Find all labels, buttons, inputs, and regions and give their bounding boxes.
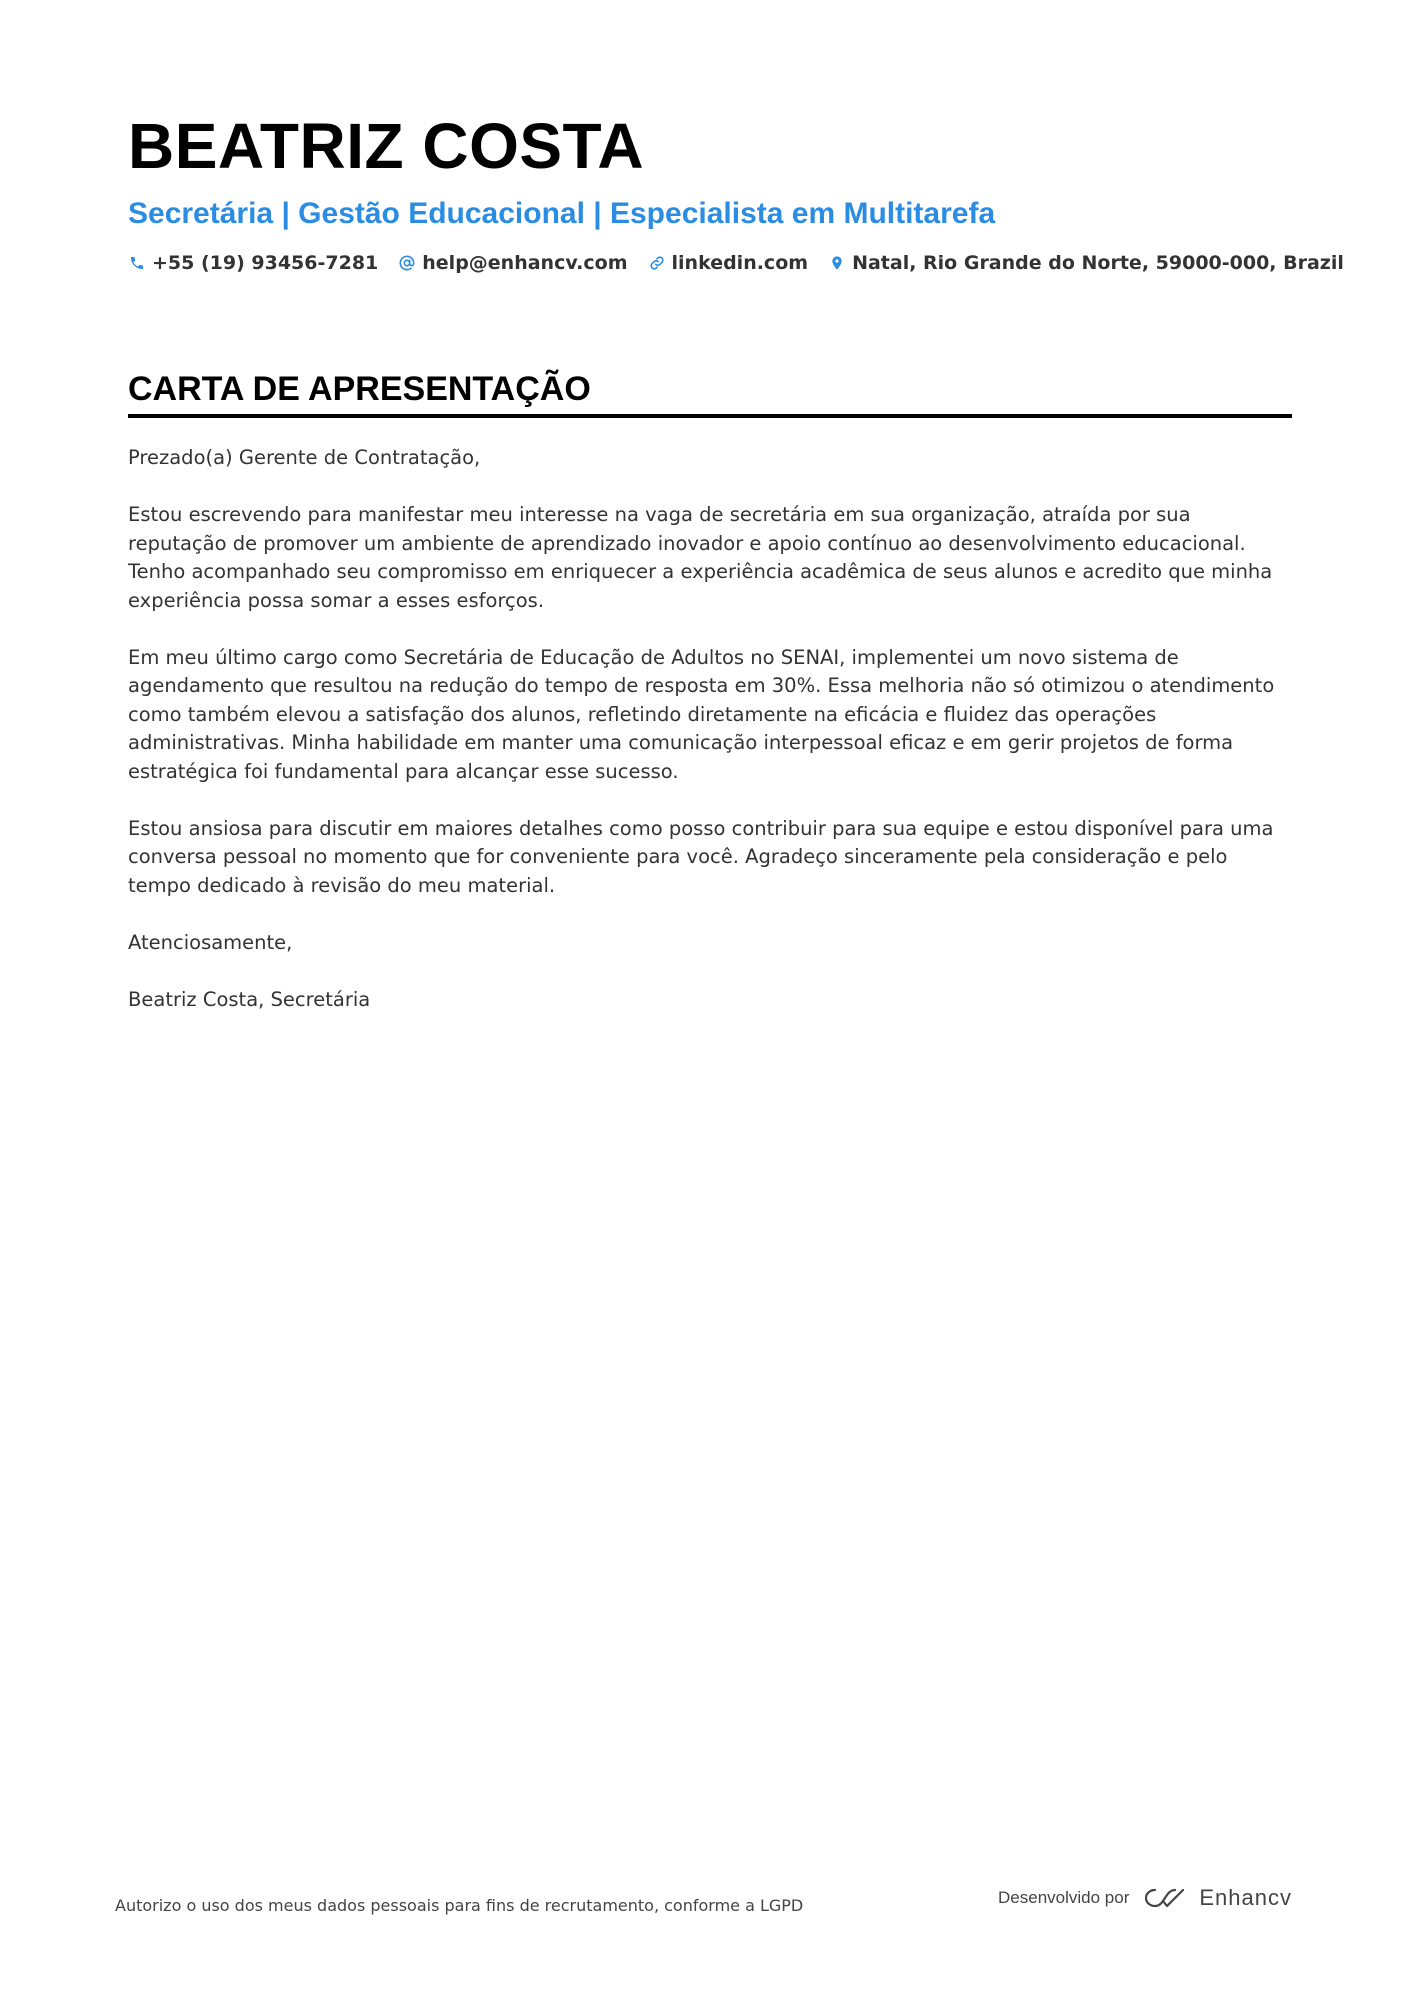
section-divider bbox=[128, 414, 1292, 418]
location-text: Natal, Rio Grande do Norte, 59000-000, Brazil bbox=[852, 252, 1344, 274]
header bbox=[128, 108, 1344, 274]
letter-paragraph: Em meu último cargo como Secretária de Educação de Adultos no SENAI, implementei um novo sistema de agendamento que resultou na redução do tempo de resposta em 30%. Essa melhoria não só otimizou o atendimento como também elevou a satisfação dos alunos, refletindo diretamente na eficácia e fluidez das operações administrativas. Minha habilidade em manter uma comunicação interpessoal eficaz e em gerir projetos de forma estratégica foi fundamental para alcançar esse sucesso. bbox=[128, 645, 1275, 783]
contact-linkedin[interactable] bbox=[648, 252, 809, 274]
consent-note: Autorizo o uso dos meus dados pessoais para fins de recrutamento, conforme a LGPD bbox=[115, 1896, 804, 1915]
email-text: help@enhancv.com bbox=[422, 252, 628, 274]
phone-text: +55 (19) 93456-7281 bbox=[152, 252, 379, 274]
contact-phone bbox=[128, 252, 378, 274]
location-pin-icon bbox=[828, 254, 846, 272]
letter-signature: Beatriz Costa, Secretária bbox=[128, 987, 371, 1011]
brand-name: Enhancv bbox=[1199, 1885, 1292, 1910]
candidate-name: BEATRIZ COSTA bbox=[128, 110, 645, 182]
cover-letter-section bbox=[128, 366, 1292, 1043]
contact-location bbox=[828, 252, 1344, 274]
powered-by-label: Desenvolvido por bbox=[998, 1888, 1130, 1907]
linkedin-text: linkedin.com bbox=[671, 252, 809, 274]
letter-closing: Atenciosamente, bbox=[128, 930, 293, 954]
powered-by[interactable] bbox=[998, 1884, 1292, 1912]
link-icon bbox=[648, 254, 666, 272]
letter-greeting: Prezado(a) Gerente de Contratação, bbox=[128, 446, 481, 469]
contact-email[interactable] bbox=[398, 252, 627, 274]
at-icon bbox=[398, 254, 416, 272]
contact-info bbox=[128, 252, 1344, 274]
letter-paragraph: Estou ansiosa para discutir em maiores detalhes como posso contribuir para sua equipe e estou disponível para uma conversa pessoal no momento que for conveniente para você. Agradeço sinceramente pela consideração e pelo tempo dedicado à revisão do meu material. bbox=[128, 816, 1274, 897]
candidate-title: Secretária | Gestão Educacional | Especialista em Multitarefa bbox=[128, 197, 996, 230]
enhancv-logo-icon bbox=[1141, 1884, 1189, 1912]
phone-icon bbox=[128, 254, 146, 272]
section-title: CARTA DE APRESENTAÇÃO bbox=[128, 370, 591, 408]
letter-body bbox=[128, 444, 1292, 1014]
letter-paragraph: Estou escrevendo para manifestar meu interesse na vaga de secretária em sua organização, atraída por sua reputação de promover um ambiente de aprendizado inovador e apoio contínuo ao desenvolvimento educacional. Tenho acompanhado seu compromisso em enriquecer a experiência acadêmica de seus alunos e acredito que minha experiência possa somar a esses esforços. bbox=[128, 503, 1273, 612]
